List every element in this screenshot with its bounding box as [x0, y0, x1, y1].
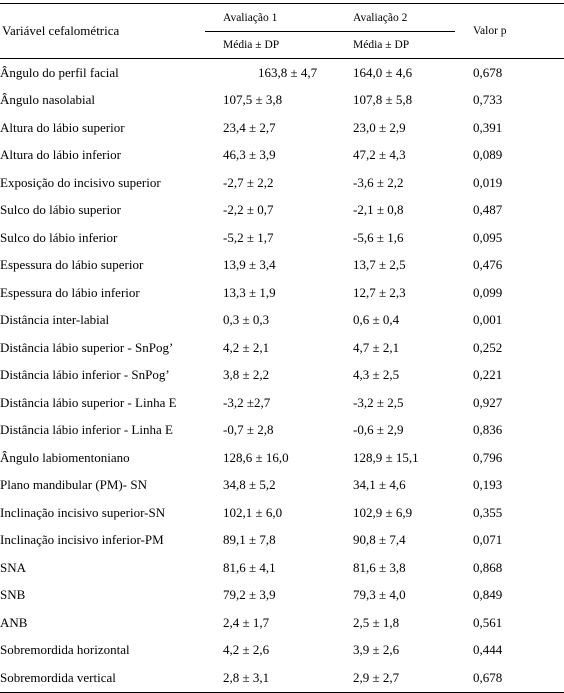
- variable-name-cell: Distância inter-labial: [0, 312, 110, 328]
- p-value-column-header: Valor p: [455, 4, 564, 59]
- evaluation-2-mean-sd-header: Média ± DP: [335, 32, 455, 59]
- variable-name-cell: Sulco do lábio inferior: [0, 229, 118, 245]
- p-value-cell: 0,071: [473, 532, 503, 548]
- variable-column-header: Variável cefalométrica: [0, 4, 205, 59]
- table-row: [0, 87, 564, 115]
- evaluation-2-value-cell: -2,1 ± 0,8: [353, 202, 404, 218]
- table-row: [0, 444, 564, 472]
- evaluation-2-value-cell: 107,8 ± 5,8: [353, 92, 413, 108]
- evaluation-1-value-cell: 81,6 ± 4,1: [223, 559, 276, 575]
- p-value-cell: 0,444: [473, 642, 503, 658]
- table-row: [0, 279, 564, 307]
- evaluation-2-value-cell: 0,6 ± 0,4: [353, 312, 400, 328]
- evaluation-1-value-cell: 46,3 ± 3,9: [223, 147, 276, 163]
- evaluation-2-value-cell: 4,7 ± 2,1: [353, 339, 400, 355]
- table-row: [0, 334, 564, 362]
- table-row: [0, 114, 564, 142]
- variable-name-cell: SNA: [0, 559, 27, 575]
- table-row: [0, 362, 564, 390]
- evaluation-1-value-cell: -0,7 ± 2,8: [223, 422, 274, 438]
- p-value-cell: 0,391: [473, 119, 503, 135]
- evaluation-2-value-cell: 13,7 ± 2,5: [353, 257, 406, 273]
- variable-name-cell: Distância lábio inferior - SnPog’: [0, 367, 170, 383]
- evaluation-2-value-cell: 23,0 ± 2,9: [353, 119, 406, 135]
- table-row: [0, 527, 564, 555]
- table-row: [0, 307, 564, 335]
- evaluation-1-value-cell: 34,8 ± 5,2: [223, 477, 276, 493]
- evaluation-2-value-cell: -5,6 ± 1,6: [353, 229, 404, 245]
- p-value-cell: 0,849: [473, 587, 503, 603]
- variable-name-cell: ANB: [0, 614, 28, 630]
- table-row: [0, 499, 564, 527]
- evaluation-1-value-cell: -5,2 ± 1,7: [223, 229, 274, 245]
- header-row: [0, 4, 564, 32]
- evaluation-1-header: Avaliação 1: [205, 4, 335, 32]
- table-row: [0, 389, 564, 417]
- evaluation-1-value-cell: -2,2 ± 0,7: [223, 202, 274, 218]
- table-body: [0, 59, 564, 693]
- variable-name-cell: Sobremordida horizontal: [0, 642, 130, 658]
- variable-name-cell: Distância lábio superior - Linha E: [0, 394, 177, 410]
- p-value-cell: 0,678: [455, 664, 564, 692]
- evaluation-1-value-cell: -2,7 ± 2,2: [223, 174, 274, 190]
- evaluation-2-value-cell: 128,9 ± 15,1: [353, 449, 419, 465]
- variable-name-cell: Espessura do lábio inferior: [0, 284, 140, 300]
- table-row: [0, 472, 564, 500]
- variable-name-cell: Distância lábio superior - SnPog’: [0, 339, 174, 355]
- table-header: [0, 4, 564, 59]
- table-row: [0, 582, 564, 610]
- table-row: [0, 59, 564, 87]
- evaluation-1-value-cell: -3,2 ±2,7: [223, 394, 271, 410]
- evaluation-2-value-cell: 79,3 ± 4,0: [353, 587, 406, 603]
- p-value-cell: 0,193: [473, 477, 503, 493]
- p-value-cell: 0,095: [473, 229, 503, 245]
- evaluation-1-mean-sd-header: Média ± DP: [205, 32, 335, 59]
- evaluation-2-value-cell: 2,5 ± 1,8: [353, 614, 400, 630]
- evaluation-1-value-cell: 13,3 ± 1,9: [223, 284, 276, 300]
- evaluation-1-value-cell: 2,4 ± 1,7: [223, 614, 270, 630]
- p-value-cell: 0,355: [473, 504, 503, 520]
- evaluation-2-value-cell: 90,8 ± 7,4: [353, 532, 406, 548]
- evaluation-1-value-cell: 163,8 ± 4,7: [258, 64, 318, 80]
- p-value-cell: 0,561: [473, 614, 503, 630]
- evaluation-2-value-cell: -0,6 ± 2,9: [353, 422, 404, 438]
- evaluation-2-header: Avaliação 2: [335, 4, 455, 32]
- variable-name-cell: Inclinação incisivo inferior-PM: [0, 532, 164, 548]
- evaluation-1-value-cell: 4,2 ± 2,1: [223, 339, 270, 355]
- evaluation-1-value-cell: 3,8 ± 2,2: [223, 367, 270, 383]
- variable-name-cell: Sulco do lábio superior: [0, 202, 121, 218]
- evaluation-1-value-cell: 2,8 ± 3,1: [205, 664, 335, 692]
- table-row: [0, 197, 564, 225]
- evaluation-1-value-cell: 79,2 ± 3,9: [223, 587, 276, 603]
- table-row: [0, 224, 564, 252]
- p-value-cell: 0,733: [473, 92, 503, 108]
- cephalometric-table-container: [0, 3, 564, 693]
- p-value-cell: 0,019: [473, 174, 503, 190]
- evaluation-2-value-cell: -3,2 ± 2,5: [353, 394, 404, 410]
- variable-name-cell: Espessura do lábio superior: [0, 257, 144, 273]
- p-value-cell: 0,927: [473, 394, 503, 410]
- evaluation-2-value-cell: 102,9 ± 6,9: [353, 504, 413, 520]
- p-value-cell: 0,487: [473, 202, 503, 218]
- evaluation-2-value-cell: 12,7 ± 2,3: [353, 284, 406, 300]
- evaluation-1-value-cell: 107,5 ± 3,8: [223, 92, 283, 108]
- table-row: [0, 609, 564, 637]
- variable-name-cell: Inclinação incisivo superior-SN: [0, 504, 166, 520]
- evaluation-1-value-cell: 102,1 ± 6,0: [223, 504, 283, 520]
- table-row: [0, 417, 564, 445]
- evaluation-2-value-cell: 34,1 ± 4,6: [353, 477, 406, 493]
- cephalometric-table: [0, 3, 564, 693]
- p-value-cell: 0,221: [473, 367, 503, 383]
- p-value-cell: 0,868: [473, 559, 503, 575]
- evaluation-1-value-cell: 4,2 ± 2,6: [223, 642, 270, 658]
- variable-name-cell: Ângulo labiomentoniano: [0, 449, 130, 465]
- p-value-cell: 0,252: [473, 339, 503, 355]
- variable-name-cell: Sobremordida vertical: [0, 664, 205, 692]
- evaluation-2-value-cell: -3,6 ± 2,2: [353, 174, 404, 190]
- variable-name-cell: Ângulo do perfil facial: [0, 64, 119, 80]
- evaluation-2-value-cell: 4,3 ± 2,5: [353, 367, 400, 383]
- p-value-cell: 0,678: [473, 64, 503, 80]
- p-value-cell: 0,476: [473, 257, 503, 273]
- variable-name-cell: Exposição do incisivo superior: [0, 174, 161, 190]
- evaluation-1-value-cell: 23,4 ± 2,7: [223, 119, 276, 135]
- p-value-cell: 0,836: [473, 422, 503, 438]
- evaluation-1-value-cell: 13,9 ± 3,4: [223, 257, 276, 273]
- table-row: [0, 142, 564, 170]
- evaluation-2-value-cell: 2,9 ± 2,7: [335, 664, 455, 692]
- variable-name-cell: Distância lábio inferior - Linha E: [0, 422, 173, 438]
- variable-name-cell: Altura do lábio inferior: [0, 147, 121, 163]
- table-row: [0, 252, 564, 280]
- p-value-cell: 0,796: [473, 449, 503, 465]
- evaluation-2-value-cell: 164,0 ± 4,6: [353, 64, 413, 80]
- variable-name-cell: Plano mandibular (PM)- SN: [0, 477, 147, 493]
- evaluation-1-value-cell: 128,6 ± 16,0: [223, 449, 289, 465]
- evaluation-1-value-cell: 0,3 ± 0,3: [223, 312, 270, 328]
- evaluation-1-value-cell: 89,1 ± 7,8: [223, 532, 276, 548]
- table-row: [0, 169, 564, 197]
- variable-name-cell: Ângulo nasolabial: [0, 92, 95, 108]
- table-row: [0, 554, 564, 582]
- variable-name-cell: SNB: [0, 587, 26, 603]
- variable-name-cell: Altura do lábio superior: [0, 119, 125, 135]
- evaluation-2-value-cell: 81,6 ± 3,8: [353, 559, 406, 575]
- p-value-cell: 0,099: [473, 284, 503, 300]
- table-row: [0, 637, 564, 665]
- evaluation-2-value-cell: 47,2 ± 4,3: [353, 147, 406, 163]
- p-value-cell: 0,089: [473, 147, 503, 163]
- evaluation-2-value-cell: 3,9 ± 2,6: [353, 642, 400, 658]
- p-value-cell: 0,001: [473, 312, 503, 328]
- table-row: [0, 664, 564, 692]
